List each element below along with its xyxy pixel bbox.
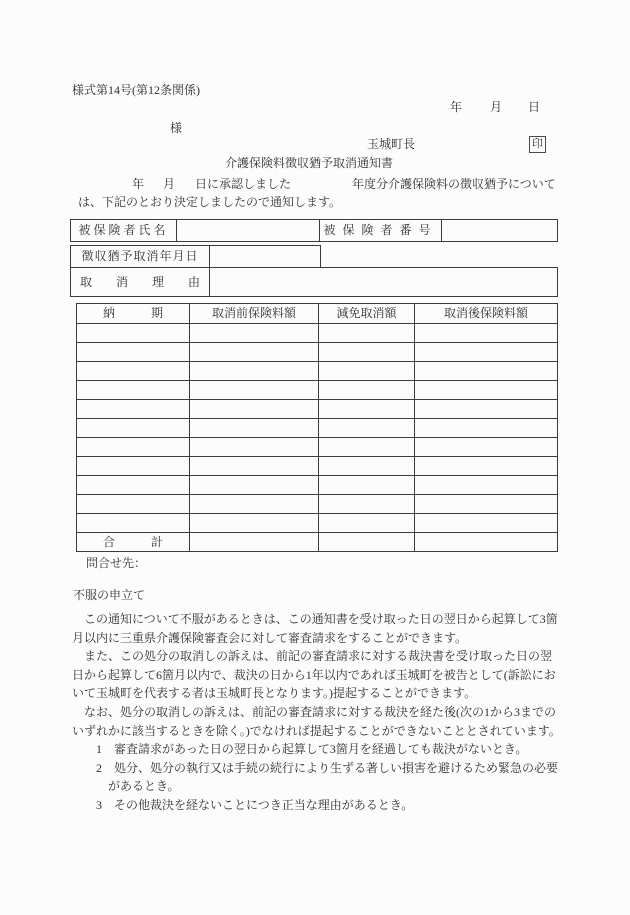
schedule-empty-row bbox=[77, 399, 557, 418]
schedule-empty-row bbox=[77, 380, 557, 399]
approval-subject: 年度分介護保険料の徴収猶予について bbox=[352, 177, 556, 191]
schedule-cell-after-amount bbox=[414, 381, 557, 399]
schedule-cell-after-amount bbox=[414, 400, 557, 418]
schedule-cell-cancel-amount bbox=[318, 343, 414, 361]
appeal-line: この通知について不服があるときは、この通知書を受け取った日の翌日から起算して3箇 bbox=[72, 612, 558, 626]
schedule-cell-period bbox=[77, 457, 189, 475]
appeal-heading: 不服の申立て bbox=[73, 588, 146, 602]
insured-number-value bbox=[441, 220, 557, 241]
schedule-total-before-amount bbox=[189, 533, 318, 551]
insured-number-label: 被保険者番号 bbox=[319, 220, 441, 241]
approval-month-label: 月 bbox=[163, 177, 176, 191]
cancel-reason-value bbox=[209, 268, 557, 296]
appeal-line-item-1: 1 審査請求があった日の翌日から起算して3箇月を経過しても裁決がないとき。 bbox=[72, 742, 528, 757]
schedule-cell-cancel-amount bbox=[318, 400, 414, 418]
schedule-cell-cancel-amount bbox=[318, 362, 414, 380]
schedule-cell-after-amount bbox=[414, 343, 557, 361]
schedule-total-row bbox=[77, 532, 557, 551]
addressee-suffix: 様 bbox=[170, 121, 183, 135]
schedule-cell-period bbox=[77, 419, 189, 437]
cancel-reason-row bbox=[70, 267, 558, 297]
appeal-paragraph bbox=[72, 612, 572, 817]
notice-line: は、下記のとおり決定しましたので通知します。 bbox=[78, 195, 342, 209]
schedule-table-rows bbox=[77, 323, 557, 532]
insured-table bbox=[70, 219, 558, 242]
schedule-empty-row bbox=[77, 342, 557, 361]
schedule-cell-cancel-amount bbox=[318, 476, 414, 494]
schedule-cell-period bbox=[77, 381, 189, 399]
schedule-cell-period bbox=[77, 438, 189, 456]
schedule-cell-after-amount bbox=[414, 476, 557, 494]
schedule-cell-period bbox=[77, 343, 189, 361]
cancel-date-label: 徴収猶予取消年月日 bbox=[81, 249, 199, 264]
schedule-cell-after-amount bbox=[414, 457, 557, 475]
issue-date-year-label: 年 bbox=[450, 100, 463, 114]
appeal-line: いずれかに該当するときを除く。)でなければ提起することができないこととされています。 bbox=[72, 723, 561, 738]
schedule-cell-before-amount bbox=[189, 362, 318, 380]
schedule-total-cancel-amount bbox=[318, 533, 414, 551]
schedule-cell-before-amount bbox=[189, 514, 318, 532]
schedule-cell-cancel-amount bbox=[318, 495, 414, 513]
schedule-cell-after-amount bbox=[414, 419, 557, 437]
schedule-cell-after-amount bbox=[414, 324, 557, 342]
appeal-line: 日から起算して6箇月以内で、裁決の日から1年以内であれば玉城町を被告として(訴訟にお bbox=[72, 667, 556, 682]
schedule-header-before-amount: 取消前保険料額 bbox=[189, 304, 318, 323]
appeal-line-item-2-cont: があるとき。 bbox=[72, 779, 180, 794]
schedule-cell-cancel-amount bbox=[318, 514, 414, 532]
schedule-empty-row bbox=[77, 475, 557, 494]
cancel-reason-label: 取 消 理 由 bbox=[79, 274, 200, 289]
schedule-cell-before-amount bbox=[189, 419, 318, 437]
schedule-cell-period bbox=[77, 362, 189, 380]
appeal-line: なお、処分の取消しの訴えは、前記の審査請求に対する裁決を経た後(次の1から3までの bbox=[72, 704, 556, 719]
issuer-name: 玉城町長 bbox=[367, 137, 416, 151]
approval-year-label: 年 bbox=[132, 177, 145, 191]
schedule-cell-cancel-amount bbox=[318, 438, 414, 456]
schedule-cell-period bbox=[77, 324, 189, 342]
issue-date-month-label: 月 bbox=[490, 100, 503, 114]
appeal-line-item-3: 3 その他裁決を経ないことにつき正当な理由があるとき。 bbox=[72, 797, 414, 812]
schedule-empty-row bbox=[77, 437, 557, 456]
schedule-header-cancel-amount: 減免取消額 bbox=[318, 304, 414, 323]
schedule-total-label: 合 計 bbox=[102, 534, 163, 549]
schedule-cell-before-amount bbox=[189, 400, 318, 418]
appeal-line: 月以内に三重県介護保険審査会に対して審査請求をすることができます。 bbox=[72, 630, 468, 645]
issue-date-day-label: 日 bbox=[528, 100, 541, 114]
schedule-total-after-amount bbox=[414, 533, 557, 551]
document-title: 介護保険料徴収猶予取消通知書 bbox=[225, 156, 394, 170]
schedule-header-period: 納 期 bbox=[102, 306, 163, 321]
schedule-empty-row bbox=[77, 513, 557, 532]
official-seal-box: 印 bbox=[529, 136, 546, 153]
approval-day-phrase: 日に承認しました bbox=[195, 177, 292, 191]
schedule-cell-before-amount bbox=[189, 457, 318, 475]
insured-name-label: 被保険者氏名 bbox=[78, 223, 169, 238]
schedule-empty-row bbox=[77, 494, 557, 513]
schedule-cell-before-amount bbox=[189, 324, 318, 342]
schedule-cell-cancel-amount bbox=[318, 324, 414, 342]
schedule-empty-row bbox=[77, 361, 557, 380]
schedule-cell-period bbox=[77, 495, 189, 513]
schedule-cell-after-amount bbox=[414, 362, 557, 380]
schedule-cell-cancel-amount bbox=[318, 419, 414, 437]
schedule-cell-before-amount bbox=[189, 381, 318, 399]
appeal-line-item-2: 2 処分、処分の執行又は手続の続行により生ずる著しい損害を避けるため緊急の必要 bbox=[72, 760, 559, 775]
form-number: 様式第14号(第12条関係) bbox=[72, 83, 200, 97]
schedule-cell-before-amount bbox=[189, 343, 318, 361]
schedule-cell-period bbox=[77, 514, 189, 532]
schedule-empty-row bbox=[77, 418, 557, 437]
cancel-date-row bbox=[70, 245, 321, 268]
appeal-line: いて玉城町を代表する者は玉城町長となります。)提起することができます。 bbox=[72, 686, 477, 701]
schedule-cell-period bbox=[77, 476, 189, 494]
schedule-cell-after-amount bbox=[414, 514, 557, 532]
schedule-cell-before-amount bbox=[189, 476, 318, 494]
schedule-cell-before-amount bbox=[189, 438, 318, 456]
schedule-cell-after-amount bbox=[414, 495, 557, 513]
cancel-date-value bbox=[209, 246, 320, 267]
insured-name-value bbox=[176, 220, 319, 241]
schedule-cell-after-amount bbox=[414, 438, 557, 456]
schedule-header-after-amount: 取消後保険料額 bbox=[414, 304, 557, 323]
schedule-empty-row bbox=[77, 456, 557, 475]
schedule-header-row bbox=[77, 304, 557, 323]
schedule-cell-cancel-amount bbox=[318, 457, 414, 475]
schedule-cell-period bbox=[77, 400, 189, 418]
schedule-empty-row bbox=[77, 323, 557, 342]
contact-label: 問合せ先： bbox=[86, 556, 147, 570]
schedule-table bbox=[76, 303, 558, 552]
schedule-cell-cancel-amount bbox=[318, 381, 414, 399]
appeal-line: また、この処分の取消しの訴えは、前記の審査請求に対する裁決書を受け取った日の翌 bbox=[72, 649, 553, 664]
schedule-cell-before-amount bbox=[189, 495, 318, 513]
